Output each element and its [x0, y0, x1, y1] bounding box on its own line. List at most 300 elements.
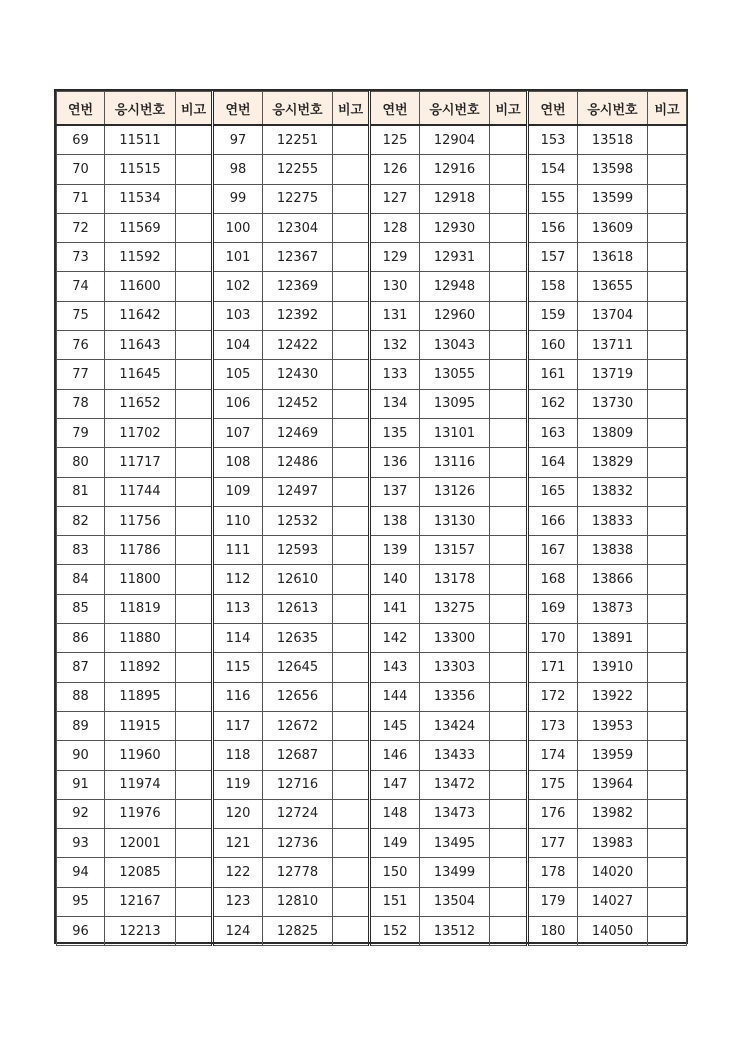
serial-number-cell: 88: [57, 682, 105, 711]
remarks-cell: [176, 389, 213, 418]
remarks-cell: [648, 770, 687, 799]
exam-number-cell: 11974: [105, 770, 176, 799]
exam-number-cell: 12635: [263, 624, 333, 653]
remarks-cell: [333, 829, 370, 858]
serial-number-cell: 72: [57, 213, 105, 242]
serial-number-cell: 137: [370, 477, 420, 506]
remarks-cell: [333, 536, 370, 565]
serial-number-cell: 127: [370, 184, 420, 213]
serial-number-cell: 94: [57, 858, 105, 887]
exam-number-cell: 13873: [578, 594, 648, 623]
remarks-cell: [176, 448, 213, 477]
exam-number-cell: 13704: [578, 301, 648, 330]
remarks-cell: [648, 389, 687, 418]
table-row: [57, 653, 687, 682]
table-row: [57, 565, 687, 594]
remarks-cell: [648, 594, 687, 623]
serial-number-cell: 123: [213, 887, 263, 916]
exam-number-cell: 12452: [263, 389, 333, 418]
remarks-cell: [648, 682, 687, 711]
remarks-cell: [176, 272, 213, 301]
serial-number-cell: 151: [370, 887, 420, 916]
table-row: [57, 155, 687, 184]
serial-number-cell: 93: [57, 829, 105, 858]
exam-number-header: 응시번호: [578, 92, 648, 126]
remarks-cell: [176, 243, 213, 272]
remarks-cell: [333, 565, 370, 594]
table-row: [57, 682, 687, 711]
table-row: [57, 331, 687, 360]
serial-number-cell: 111: [213, 536, 263, 565]
serial-number-cell: 128: [370, 213, 420, 242]
exam-number-cell: 13609: [578, 213, 648, 242]
remarks-cell: [333, 506, 370, 535]
remarks-cell: [648, 653, 687, 682]
remarks-cell: [490, 711, 528, 740]
serial-number-cell: 109: [213, 477, 263, 506]
remarks-cell: [333, 799, 370, 828]
exam-number-cell: 13866: [578, 565, 648, 594]
exam-number-cell: 12918: [420, 184, 490, 213]
exam-number-cell: 12613: [263, 594, 333, 623]
exam-number-cell: 12001: [105, 829, 176, 858]
remarks-cell: [490, 184, 528, 213]
exam-number-cell: 13809: [578, 418, 648, 447]
serial-number-cell: 152: [370, 917, 420, 946]
remarks-cell: [176, 184, 213, 213]
exam-number-cell: 11643: [105, 331, 176, 360]
table-row: [57, 360, 687, 389]
serial-number-header: 연번: [57, 92, 105, 126]
exam-number-cell: 12645: [263, 653, 333, 682]
serial-number-cell: 79: [57, 418, 105, 447]
table-row: [57, 301, 687, 330]
serial-number-cell: 150: [370, 858, 420, 887]
serial-number-cell: 145: [370, 711, 420, 740]
serial-number-cell: 179: [528, 887, 578, 916]
serial-number-cell: 106: [213, 389, 263, 418]
serial-number-cell: 110: [213, 506, 263, 535]
exam-number-cell: 12948: [420, 272, 490, 301]
serial-number-cell: 112: [213, 565, 263, 594]
remarks-cell: [490, 565, 528, 594]
exam-number-cell: 11515: [105, 155, 176, 184]
serial-number-cell: 140: [370, 565, 420, 594]
exam-number-cell: 13618: [578, 243, 648, 272]
exam-number-cell: 11534: [105, 184, 176, 213]
exam-number-header: 응시번호: [105, 92, 176, 126]
serial-number-cell: 164: [528, 448, 578, 477]
serial-number-cell: 129: [370, 243, 420, 272]
remarks-cell: [176, 155, 213, 184]
exam-number-cell: 13829: [578, 448, 648, 477]
remarks-cell: [176, 331, 213, 360]
remarks-cell: [648, 272, 687, 301]
serial-number-cell: 176: [528, 799, 578, 828]
remarks-cell: [648, 506, 687, 535]
table-row: [57, 711, 687, 740]
exam-number-cell: 13275: [420, 594, 490, 623]
serial-number-cell: 141: [370, 594, 420, 623]
remarks-cell: [648, 917, 687, 946]
serial-number-cell: 174: [528, 741, 578, 770]
remarks-cell: [648, 887, 687, 916]
serial-number-cell: 130: [370, 272, 420, 301]
remarks-cell: [176, 858, 213, 887]
remarks-cell: [648, 213, 687, 242]
serial-number-cell: 124: [213, 917, 263, 946]
exam-number-cell: 13178: [420, 565, 490, 594]
exam-number-cell: 11960: [105, 741, 176, 770]
table-row: [57, 887, 687, 916]
exam-number-cell: 12392: [263, 301, 333, 330]
table-row: [57, 506, 687, 535]
exam-number-cell: 13043: [420, 331, 490, 360]
serial-number-cell: 158: [528, 272, 578, 301]
serial-number-cell: 138: [370, 506, 420, 535]
serial-number-cell: 175: [528, 770, 578, 799]
remarks-cell: [333, 594, 370, 623]
remarks-cell: [648, 243, 687, 272]
remarks-header: 비고: [490, 92, 528, 126]
serial-number-cell: 168: [528, 565, 578, 594]
serial-number-cell: 113: [213, 594, 263, 623]
remarks-cell: [176, 887, 213, 916]
serial-number-cell: 90: [57, 741, 105, 770]
header-row: [57, 92, 687, 126]
remarks-cell: [648, 477, 687, 506]
serial-number-cell: 153: [528, 125, 578, 155]
remarks-cell: [333, 741, 370, 770]
remarks-cell: [490, 155, 528, 184]
exam-number-cell: 13833: [578, 506, 648, 535]
exam-number-cell: 13959: [578, 741, 648, 770]
remarks-cell: [176, 360, 213, 389]
exam-number-cell: 13922: [578, 682, 648, 711]
exam-number-cell: 11895: [105, 682, 176, 711]
serial-number-cell: 107: [213, 418, 263, 447]
table-row: [57, 536, 687, 565]
serial-number-cell: 70: [57, 155, 105, 184]
serial-number-cell: 89: [57, 711, 105, 740]
remarks-cell: [648, 184, 687, 213]
serial-number-cell: 74: [57, 272, 105, 301]
remarks-cell: [648, 858, 687, 887]
serial-number-cell: 115: [213, 653, 263, 682]
exam-number-cell: 13157: [420, 536, 490, 565]
exam-number-cell: 13982: [578, 799, 648, 828]
serial-number-cell: 69: [57, 125, 105, 155]
remarks-cell: [176, 741, 213, 770]
serial-number-cell: 104: [213, 331, 263, 360]
serial-number-cell: 135: [370, 418, 420, 447]
remarks-cell: [176, 565, 213, 594]
remarks-cell: [490, 594, 528, 623]
remarks-cell: [490, 887, 528, 916]
exam-number-cell: 11511: [105, 125, 176, 155]
remarks-cell: [648, 624, 687, 653]
exam-number-cell: 11756: [105, 506, 176, 535]
remarks-cell: [490, 125, 528, 155]
remarks-cell: [490, 213, 528, 242]
serial-number-cell: 77: [57, 360, 105, 389]
remarks-cell: [490, 917, 528, 946]
exam-number-cell: 12656: [263, 682, 333, 711]
exam-number-cell: 11915: [105, 711, 176, 740]
table-row: [57, 184, 687, 213]
serial-number-cell: 156: [528, 213, 578, 242]
serial-number-cell: 177: [528, 829, 578, 858]
remarks-cell: [333, 389, 370, 418]
serial-number-cell: 95: [57, 887, 105, 916]
serial-number-cell: 116: [213, 682, 263, 711]
exam-number-cell: 13838: [578, 536, 648, 565]
remarks-cell: [333, 272, 370, 301]
remarks-cell: [490, 653, 528, 682]
exam-number-cell: 13655: [578, 272, 648, 301]
serial-number-cell: 147: [370, 770, 420, 799]
exam-number-cell: 13424: [420, 711, 490, 740]
remarks-cell: [490, 741, 528, 770]
remarks-cell: [490, 536, 528, 565]
exam-number-cell: 11600: [105, 272, 176, 301]
serial-number-cell: 103: [213, 301, 263, 330]
serial-number-cell: 73: [57, 243, 105, 272]
serial-number-header: 연번: [213, 92, 263, 126]
serial-number-cell: 131: [370, 301, 420, 330]
table-row: [57, 213, 687, 242]
table-row: [57, 418, 687, 447]
table-row: [57, 917, 687, 946]
remarks-cell: [648, 829, 687, 858]
serial-number-cell: 159: [528, 301, 578, 330]
remarks-cell: [176, 829, 213, 858]
serial-number-cell: 119: [213, 770, 263, 799]
remarks-cell: [648, 448, 687, 477]
serial-number-cell: 160: [528, 331, 578, 360]
remarks-cell: [333, 125, 370, 155]
serial-number-cell: 80: [57, 448, 105, 477]
remarks-cell: [333, 213, 370, 242]
exam-number-cell: 11702: [105, 418, 176, 447]
remarks-cell: [490, 418, 528, 447]
remarks-cell: [648, 741, 687, 770]
remarks-cell: [490, 272, 528, 301]
exam-number-cell: 12255: [263, 155, 333, 184]
serial-number-cell: 171: [528, 653, 578, 682]
remarks-cell: [333, 243, 370, 272]
exam-number-cell: 13832: [578, 477, 648, 506]
remarks-cell: [176, 594, 213, 623]
exam-number-cell: 12422: [263, 331, 333, 360]
serial-number-cell: 146: [370, 741, 420, 770]
serial-number-cell: 165: [528, 477, 578, 506]
remarks-cell: [333, 770, 370, 799]
remarks-cell: [490, 360, 528, 389]
exam-number-cell: 12916: [420, 155, 490, 184]
exam-number-cell: 13356: [420, 682, 490, 711]
serial-number-cell: 139: [370, 536, 420, 565]
exam-number-cell: 12724: [263, 799, 333, 828]
exam-number-cell: 13983: [578, 829, 648, 858]
remarks-cell: [333, 858, 370, 887]
remarks-cell: [176, 536, 213, 565]
remarks-cell: [176, 506, 213, 535]
remarks-cell: [490, 770, 528, 799]
table-row: [57, 448, 687, 477]
serial-number-cell: 82: [57, 506, 105, 535]
exam-number-header: 응시번호: [263, 92, 333, 126]
serial-number-cell: 170: [528, 624, 578, 653]
remarks-cell: [176, 213, 213, 242]
exam-number-cell: 14027: [578, 887, 648, 916]
exam-number-cell: 13598: [578, 155, 648, 184]
serial-number-cell: 81: [57, 477, 105, 506]
remarks-cell: [176, 653, 213, 682]
remarks-cell: [490, 858, 528, 887]
exam-number-cell: 11569: [105, 213, 176, 242]
serial-number-cell: 99: [213, 184, 263, 213]
serial-number-cell: 114: [213, 624, 263, 653]
exam-number-cell: 11744: [105, 477, 176, 506]
serial-number-cell: 108: [213, 448, 263, 477]
remarks-cell: [333, 418, 370, 447]
serial-number-cell: 163: [528, 418, 578, 447]
serial-number-cell: 117: [213, 711, 263, 740]
exam-number-cell: 13473: [420, 799, 490, 828]
serial-number-cell: 121: [213, 829, 263, 858]
remarks-cell: [490, 624, 528, 653]
remarks-cell: [333, 301, 370, 330]
remarks-cell: [490, 331, 528, 360]
serial-number-cell: 144: [370, 682, 420, 711]
table-row: [57, 741, 687, 770]
serial-number-cell: 126: [370, 155, 420, 184]
exam-number-cell: 12213: [105, 917, 176, 946]
remarks-cell: [648, 418, 687, 447]
exam-number-cell: 12736: [263, 829, 333, 858]
exam-number-cell: 11642: [105, 301, 176, 330]
remarks-cell: [333, 653, 370, 682]
exam-number-cell: 12497: [263, 477, 333, 506]
serial-number-cell: 154: [528, 155, 578, 184]
serial-number-cell: 92: [57, 799, 105, 828]
table-row: [57, 389, 687, 418]
exam-number-cell: 13599: [578, 184, 648, 213]
exam-number-cell: 11717: [105, 448, 176, 477]
exam-number-cell: 11892: [105, 653, 176, 682]
exam-number-cell: 13504: [420, 887, 490, 916]
remarks-cell: [176, 477, 213, 506]
remarks-cell: [333, 155, 370, 184]
remarks-cell: [648, 155, 687, 184]
remarks-cell: [176, 770, 213, 799]
remarks-header: 비고: [333, 92, 370, 126]
serial-number-cell: 97: [213, 125, 263, 155]
remarks-cell: [648, 360, 687, 389]
remarks-cell: [333, 477, 370, 506]
serial-number-cell: 83: [57, 536, 105, 565]
examinee-table: [56, 91, 687, 946]
table-row: [57, 799, 687, 828]
table-row: [57, 770, 687, 799]
remarks-cell: [333, 711, 370, 740]
remarks-cell: [333, 682, 370, 711]
remarks-cell: [648, 125, 687, 155]
remarks-cell: [176, 125, 213, 155]
remarks-cell: [490, 506, 528, 535]
exam-number-cell: 13126: [420, 477, 490, 506]
exam-number-cell: 12825: [263, 917, 333, 946]
exam-number-cell: 13891: [578, 624, 648, 653]
exam-number-cell: 13433: [420, 741, 490, 770]
serial-number-cell: 136: [370, 448, 420, 477]
exam-number-cell: 11880: [105, 624, 176, 653]
exam-number-cell: 12931: [420, 243, 490, 272]
exam-number-cell: 12275: [263, 184, 333, 213]
exam-number-cell: 11592: [105, 243, 176, 272]
serial-number-cell: 142: [370, 624, 420, 653]
serial-number-cell: 98: [213, 155, 263, 184]
exam-number-cell: 13730: [578, 389, 648, 418]
serial-number-cell: 91: [57, 770, 105, 799]
remarks-cell: [490, 829, 528, 858]
exam-number-cell: 13499: [420, 858, 490, 887]
exam-number-cell: 14020: [578, 858, 648, 887]
serial-number-cell: 101: [213, 243, 263, 272]
exam-number-cell: 12167: [105, 887, 176, 916]
serial-number-cell: 76: [57, 331, 105, 360]
table-row: [57, 272, 687, 301]
table-row: [57, 624, 687, 653]
exam-number-cell: 12904: [420, 125, 490, 155]
remarks-cell: [176, 682, 213, 711]
exam-number-cell: 12593: [263, 536, 333, 565]
exam-number-cell: 13303: [420, 653, 490, 682]
remarks-cell: [490, 682, 528, 711]
remarks-header: 비고: [648, 92, 687, 126]
exam-number-cell: 11800: [105, 565, 176, 594]
serial-number-cell: 86: [57, 624, 105, 653]
serial-number-cell: 118: [213, 741, 263, 770]
serial-number-cell: 85: [57, 594, 105, 623]
exam-number-cell: 12369: [263, 272, 333, 301]
table-row: [57, 858, 687, 887]
serial-number-cell: 132: [370, 331, 420, 360]
exam-number-cell: 13495: [420, 829, 490, 858]
serial-number-cell: 166: [528, 506, 578, 535]
remarks-cell: [333, 887, 370, 916]
exam-number-cell: 11786: [105, 536, 176, 565]
serial-number-cell: 157: [528, 243, 578, 272]
exam-number-cell: 11819: [105, 594, 176, 623]
exam-number-cell: 13116: [420, 448, 490, 477]
remarks-cell: [176, 418, 213, 447]
results-sheet: [54, 89, 688, 944]
serial-number-cell: 105: [213, 360, 263, 389]
table-row: [57, 125, 687, 155]
serial-number-cell: 155: [528, 184, 578, 213]
exam-number-cell: 13101: [420, 418, 490, 447]
remarks-cell: [333, 624, 370, 653]
serial-number-cell: 78: [57, 389, 105, 418]
remarks-cell: [333, 360, 370, 389]
exam-number-cell: 12085: [105, 858, 176, 887]
serial-number-cell: 75: [57, 301, 105, 330]
serial-number-cell: 143: [370, 653, 420, 682]
serial-number-cell: 133: [370, 360, 420, 389]
exam-number-cell: 12778: [263, 858, 333, 887]
